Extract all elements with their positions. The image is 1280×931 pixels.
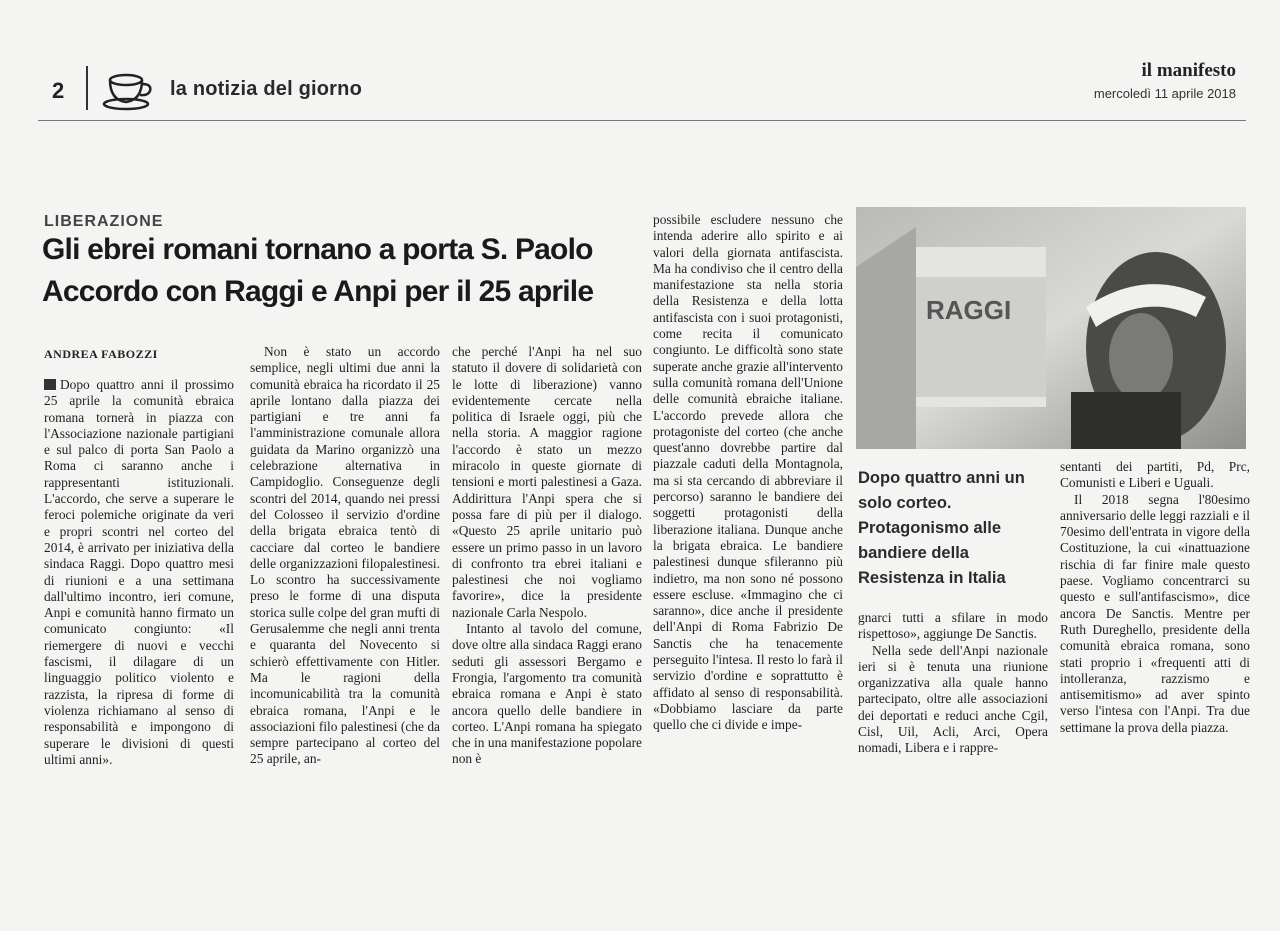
header-divider — [86, 66, 88, 110]
photo-sign-text: RAGGI — [926, 295, 1012, 325]
headline-line-1: Gli ebrei romani tornano a porta S. Paolo — [42, 233, 593, 266]
column-5-paragraph-2: Nella sede dell'Anpi nazionale ieri si è tenuta una riunione organizzativa alla quale hanno partecipato, oltre alle associazioni dei deportati e reduci anche Cgil, Cisl, Uil, Acli, Arci, Opera nomadi, Libera e i rappre- — [858, 642, 1048, 756]
article-column-3 — [452, 344, 642, 768]
column-4-text: possibile escludere nessuno che intenda aderire allo spirito e ai valori della giornata antifascista. Ma ha condiviso che il centro della manifestazione sta nella storia della Resistenza e della lotta antifascista con i suoi protagonisti, come recita il comunicato congiunto. Le difficoltà sono state superate anche grazie all'intervento sulla comunità romana dell'Unione delle comunità ebraiche italiane. L'accordo prevede allora che protagoniste del corteo (che anche quest'anno dovrebbe partire dal piazzale caduti della Montagnola, ma si sta cercando di abbreviare il percorso) saranno le bandiere dei soggetti protagonisti della liberazione italiana. Dunque anche la brigata ebraica. Le bandiere palestinesi dunque sfileranno più indietro, ma non sono né possono essere escluse. «Immagino che ci saranno», dice anche il presidente dell'Anpi di Roma Fabrizio De Sanctis che ha tenacemente perseguito l'intesa. Il resto lo farà il servizio d'ordine e soprattutto è affidato al senso di responsabilità. «Dobbiamo lasciare da parte quello che ci divide e impe- — [653, 212, 843, 733]
article-column-4 — [653, 212, 843, 734]
photo-caption: Dopo quattro anni un solo corteo. Protagonismo alle bandiere della Resistenza in Italia — [858, 469, 1025, 587]
column-3-paragraph-1: che perché l'Anpi ha nel suo statuto il dovere di solidarietà con le lotte di liberazione) vanno evidentemente cercate nella politica di Israele oggi, più che nella storia. A maggior ragione l'accordo è stato un mezzo miracolo in queste giornate di tensioni e morti palestinesi a Gaza. Addirittura l'Anpi spera che si possa fare di più per il dialogo. «Questo 25 aprile unitario può essere un primo passo in un lavoro di confronto tra ebrei italiani e palestinesi che noi vogliamo favorire», dice la presidente nazionale Carla Nespolo. — [452, 344, 642, 620]
article-photo — [856, 207, 1246, 449]
column-6-paragraph-2: Il 2018 segna l'80esimo anniversario delle leggi razziali e il 70esimo dell'entrata in vigore della Costituzione, la cui «inattuazione rischia di far finire male questo paese. Vogliamo concentrarci su questo e sull'antifascismo», dice ancora De Sanctis. Mentre per Ruth Dureghello, presidente della comunità ebraica romana, sono stati proprio i «frequenti atti di intolleranza, razzismo e antisemitismo» ad aver spinto verso l'intesa con l'Anpi. Tra due settimane la prova della piazza. — [1060, 491, 1250, 735]
byline: ANDREA FABOZZI — [44, 347, 158, 361]
article-kicker: LIBERAZIONE — [44, 213, 164, 230]
section-label: la notizia del giorno — [170, 78, 362, 100]
headline-line-2: Accordo con Raggi e Anpi per il 25 aprile — [42, 275, 594, 308]
issue-date: mercoledì 11 aprile 2018 — [1093, 86, 1236, 101]
header-rule — [38, 120, 1246, 121]
article-column-1 — [44, 377, 234, 768]
article-column-6 — [1060, 459, 1250, 736]
column-1-text: Dopo quattro anni il prossimo 25 aprile la comunità ebraica romana tornerà in piazza con l'Associazione nazionale partigiani e sul palco di porta San Paolo a Roma ci saranno anche i rappresentanti istituzionali. L'accordo, che serve a superare le feroci polemiche originate da veri e propri scontri nel corteo del 2014, è arrivato per iniziativa della sindaca Raggi. Dopo quattro mesi di riunioni e a una settimana dall'ultimo incontro, ieri comune, Anpi e comunità hanno firmato un comunicato congiunto: «Il riemergere di nuovi e vecchi fascismi, il dilagare di un linguaggio politico violento e razzista, la ripresa di forme di violenza richiamano al senso di responsabilità e impongono di superare le divisioni di questi ultimi anni». — [44, 377, 234, 767]
article-column-5 — [858, 610, 1048, 757]
coffee-cup-icon — [100, 66, 160, 112]
newspaper-masthead: il manifesto — [1141, 60, 1236, 81]
page-number: 2 — [52, 78, 65, 103]
lead-square-icon — [44, 379, 56, 390]
column-3-paragraph-2: Intanto al tavolo del comune, dove oltre alla sindaca Raggi erano seduti gli assessori Bergamo e Frongia, l'argomento tra comunità ebraica romana e Anpi è stato ancora quello delle bandiere in corteo. L'Anpi romana ha spiegato che in una manifestazione popolare non è — [452, 621, 642, 767]
column-2-text: Non è stato un accordo semplice, negli ultimi due anni la comunità ebraica ha ricordato il 25 aprile lontano dalla piazza dei partigiani e tre anni fa l'amministrazione comunale allora guidata da Marino organizzò una celebrazione alternativa in Campidoglio. Conseguenze degli scontri del 2014, quando nei pressi del Colosseo il servizio d'ordine della brigata ebraica tentò di cacciare dal corteo le bandiere delle organizzazioni filopalestinesi. Lo scontro ha successivamente preso le forme di una disputa storica sulle colpe del gran mufti di Gerusalemme che negli anni trenta e quaranta del Novecento si schierò effettivamente con Hitler. Ma le ragioni della incomunicabilità tra la comunità ebraica romana, l'Anpi e le associazioni filo palestinesi (che da sempre partecipano al corteo del 25 aprile, an- — [250, 344, 440, 767]
column-6-paragraph-1: sentanti dei partiti, Pd, Prc, Comunisti e Liberi e Uguali. — [1060, 459, 1250, 491]
article-column-2 — [250, 344, 440, 768]
column-5-paragraph-1: gnarci tutti a sfilare in modo rispettoso», aggiunge De Sanctis. — [858, 610, 1048, 642]
